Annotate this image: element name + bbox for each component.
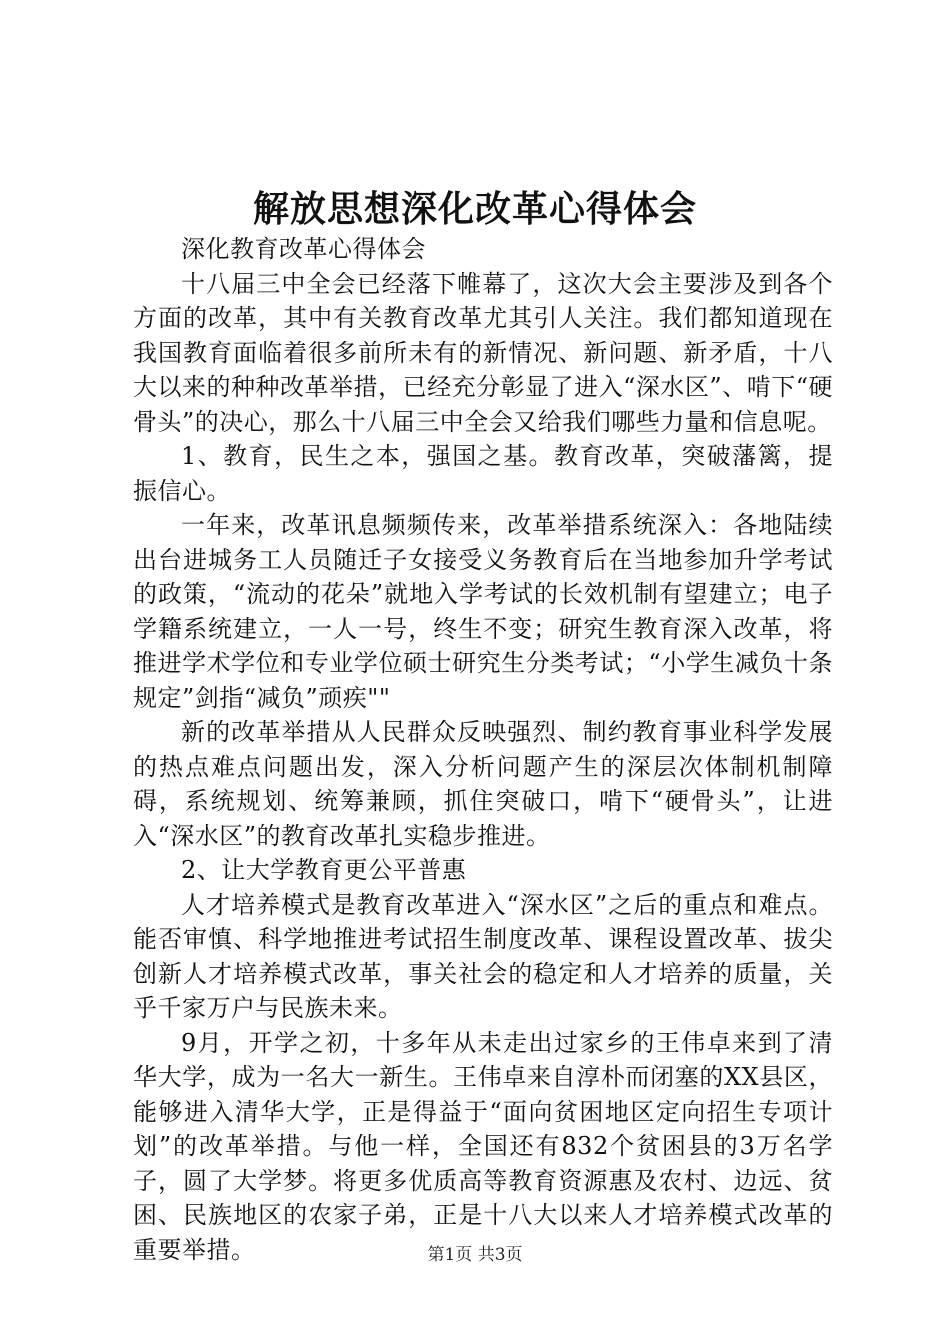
- page-footer: 第1页 共3页: [427, 1245, 523, 1265]
- reform-progress-paragraph: 一年来，改革讯息频频传来，改革举措系统深入：各地陆续出台进城务工人员随迁子女接受义务教育后在当地参加升学考试的政策，“流动的花朵”就地入学考试的长效机制有望建立；电子学籍系统建立，一人一号，终生不变；研究生教育深入改革，将推进学术学位和专业学位硕士研究生分类考试；“小学生减负十条规定”剑指“减负”顽疾"": [133, 511, 833, 712]
- talent-training-paragraph: 人才培养模式是教育改革进入“深水区”之后的重点和难点。能否审慎、科学地推进考试招生制度改革、课程设置改革、拔尖创新人才培养模式改革，事关社会的稳定和人才培养的质量，关乎千家万户与民族未来。: [133, 890, 833, 1022]
- subtitle-paragraph: 深化教育改革心得体会: [181, 235, 426, 263]
- example-paragraph: 9月，开学之初，十多年从未走出过家乡的王伟卓来到了清华大学，成为一名大一新生。王伟卓来自淳朴而闭塞的XX县区，能够进入清华大学，正是得益于“面向贫困地区定向招生专项计划”的改革举措。与他一样，全国还有832个贫困县的3万名学子，圆了大学梦。将更多优质高等教育资源惠及农村、边远、贫困、民族地区的农家子弟，正是十八大以来人才培养模式改革的重要举措。: [133, 1028, 833, 1264]
- document-body: [133, 232, 833, 1267]
- document-title: 解放思想深化改革心得体会: [252, 188, 697, 230]
- reform-measures-paragraph: 新的改革举措从人民群众反映强烈、制约教育事业科学发展的热点难点问题出发，深入分析问题产生的深层次体制机制障碍，系统规划、统筹兼顾，抓住突破口，啃下“硬骨头”，让进入“深水区”的教育改革扎实稳步推进。: [133, 718, 833, 850]
- intro-paragraph: 十八届三中全会已经落下帷幕了，这次大会主要涉及到各个方面的改革，其中有关教育改革尤其引人关注。我们都知道现在我国教育面临着很多前所未有的新情况、新问题、新矛盾，十八大以来的种种改革举措，已经充分彰显了进入“深水区”、啃下“硬骨头”的决心，那么十八届三中全会又给我们哪些力量和信息呢。: [133, 269, 833, 436]
- section-heading-1: 1、教育，民生之本，强国之基。教育改革，突破藩篱，提振信心。: [133, 442, 833, 505]
- section-heading-2: 2、让大学教育更公平普惠: [181, 856, 467, 884]
